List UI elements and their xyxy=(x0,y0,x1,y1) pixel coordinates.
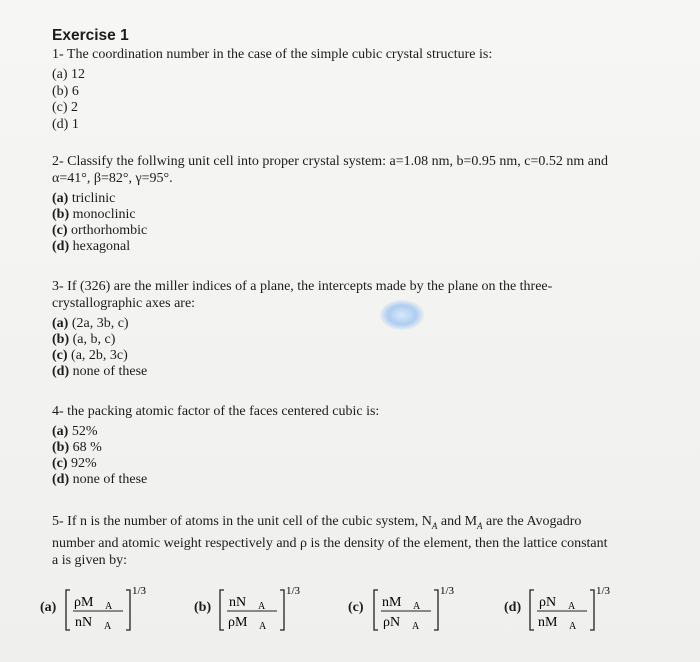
option-label: (a) xyxy=(52,424,69,439)
exponent: 1/3 xyxy=(132,585,147,597)
exponent: 1/3 xyxy=(440,585,455,597)
option-label: (d) xyxy=(52,116,69,132)
option-label: (d) xyxy=(52,364,70,379)
option-label: (d) xyxy=(52,472,70,487)
question-2-options xyxy=(52,190,652,254)
denominator: nN xyxy=(75,615,93,630)
formula xyxy=(528,578,648,638)
numerator: nN xyxy=(229,595,247,610)
denominator: ρM xyxy=(228,615,248,630)
question-1-option-a[interactable] xyxy=(52,66,492,83)
numerator: ρM xyxy=(74,595,94,610)
denominator-subscript: A xyxy=(104,621,112,632)
option-text: (2a, 3b, c) xyxy=(71,316,129,331)
question-4-option-d[interactable] xyxy=(52,471,379,487)
question-4-stem: 4- the packing atomic factor of the faces centered cubic is: xyxy=(52,404,380,419)
option-text: 12 xyxy=(71,67,86,82)
question-4 xyxy=(52,403,379,487)
option-text: triclinic xyxy=(71,191,116,206)
option-text: 1 xyxy=(71,116,79,132)
question-5-stem-line-3: a is given by: xyxy=(52,552,128,568)
option-text: (a, b, c) xyxy=(72,332,116,347)
numerator-subscript: A xyxy=(413,601,421,612)
option-text: 6 xyxy=(71,83,79,99)
question-4-options xyxy=(52,423,379,487)
option-label: (a) xyxy=(52,316,69,331)
option-text: 68 % xyxy=(72,440,102,455)
question-1-option-d[interactable] xyxy=(52,116,492,133)
option-text: monoclinic xyxy=(72,207,136,222)
formula xyxy=(218,578,338,638)
option-label: (c) xyxy=(52,100,68,115)
stem-part: and M xyxy=(437,514,478,529)
question-1-option-b[interactable] xyxy=(52,83,492,100)
question-1-options xyxy=(52,66,492,132)
option-label: (d) xyxy=(504,600,522,615)
denominator-subscript: A xyxy=(569,621,577,632)
exercise-title: Exercise 1 xyxy=(52,27,129,44)
option-label: (b) xyxy=(52,440,70,455)
denominator: nM xyxy=(538,615,558,630)
denominator-subscript: A xyxy=(412,621,420,632)
highlight-blob xyxy=(380,300,424,330)
option-label: (a) xyxy=(40,600,57,615)
stem-part: 5- If n is the number of atoms in the unit cell of the cubic system, N xyxy=(52,514,432,529)
option-text: none of these xyxy=(72,472,148,487)
stem-part: are the Avogadro xyxy=(482,514,582,529)
denominator-subscript: A xyxy=(259,621,267,632)
option-text: 2 xyxy=(71,100,79,115)
option-text: none of these xyxy=(72,364,148,379)
formula xyxy=(372,578,492,638)
question-5-options xyxy=(0,578,700,638)
option-label: (c) xyxy=(52,223,68,238)
question-5-stem-line-2: number and atomic weight respectively and ρ is the density of the element, then the lattice constant xyxy=(52,535,608,551)
option-label: (b) xyxy=(194,600,212,615)
subscript: A xyxy=(431,520,438,531)
numerator-subscript: A xyxy=(568,601,576,612)
question-2-option-c[interactable] xyxy=(52,222,652,238)
formula xyxy=(64,578,184,638)
question-3-stem-line-2: crystallographic axes are: xyxy=(52,296,196,311)
option-label: (a) xyxy=(52,191,69,206)
numerator-subscript: A xyxy=(105,601,113,612)
option-label: (c) xyxy=(348,600,364,615)
option-label: (b) xyxy=(52,207,70,222)
question-5 xyxy=(52,513,652,569)
option-label: (c) xyxy=(52,348,68,363)
option-text: (a, 2b, 3c) xyxy=(71,348,128,363)
option-text: 52% xyxy=(71,424,98,439)
option-label: (a) xyxy=(52,67,68,82)
exponent: 1/3 xyxy=(286,585,301,597)
question-4-option-b[interactable] xyxy=(52,439,379,455)
question-3-option-c[interactable] xyxy=(52,347,612,363)
question-3-option-b[interactable] xyxy=(52,331,612,347)
option-text: 92% xyxy=(71,456,97,471)
question-3-options xyxy=(52,315,612,379)
option-label: (d) xyxy=(52,239,70,254)
question-2-stem-line-2: α=41°, β=82°, γ=95°. xyxy=(52,171,173,186)
question-3 xyxy=(52,278,612,379)
numerator-subscript: A xyxy=(258,601,266,612)
question-1 xyxy=(52,46,492,132)
question-3-option-d[interactable] xyxy=(52,363,612,379)
question-2-stem-line-1: 2- Classify the follwing unit cell into proper crystal system: a=1.08 nm, b=0.95 nm, c=0.52 nm and xyxy=(52,154,608,169)
option-text: hexagonal xyxy=(72,239,131,254)
question-2-option-a[interactable] xyxy=(52,190,652,206)
exponent: 1/3 xyxy=(596,585,611,597)
question-2 xyxy=(52,153,652,254)
question-3-option-a[interactable] xyxy=(52,315,612,331)
option-label: (b) xyxy=(52,332,70,347)
option-text: orthorhombic xyxy=(71,223,148,238)
denominator: ρN xyxy=(383,615,401,630)
question-1-option-c[interactable] xyxy=(52,99,492,116)
numerator: nM xyxy=(382,595,402,610)
question-4-option-c[interactable] xyxy=(52,455,379,471)
numerator: ρN xyxy=(539,595,557,610)
subscript: A xyxy=(477,520,483,531)
option-label: (c) xyxy=(52,456,68,471)
question-4-option-a[interactable] xyxy=(52,423,379,439)
question-2-option-d[interactable] xyxy=(52,238,652,254)
question-3-stem-line-1: 3- If (326) are the miller indices of a plane, the intercepts made by the plane on the three- xyxy=(52,279,553,294)
question-2-option-b[interactable] xyxy=(52,206,652,222)
question-1-stem: 1- The coordination number in the case of the simple cubic crystal structure is: xyxy=(52,47,493,62)
option-label: (b) xyxy=(52,83,69,99)
question-5-stem-line-1 xyxy=(52,513,652,535)
